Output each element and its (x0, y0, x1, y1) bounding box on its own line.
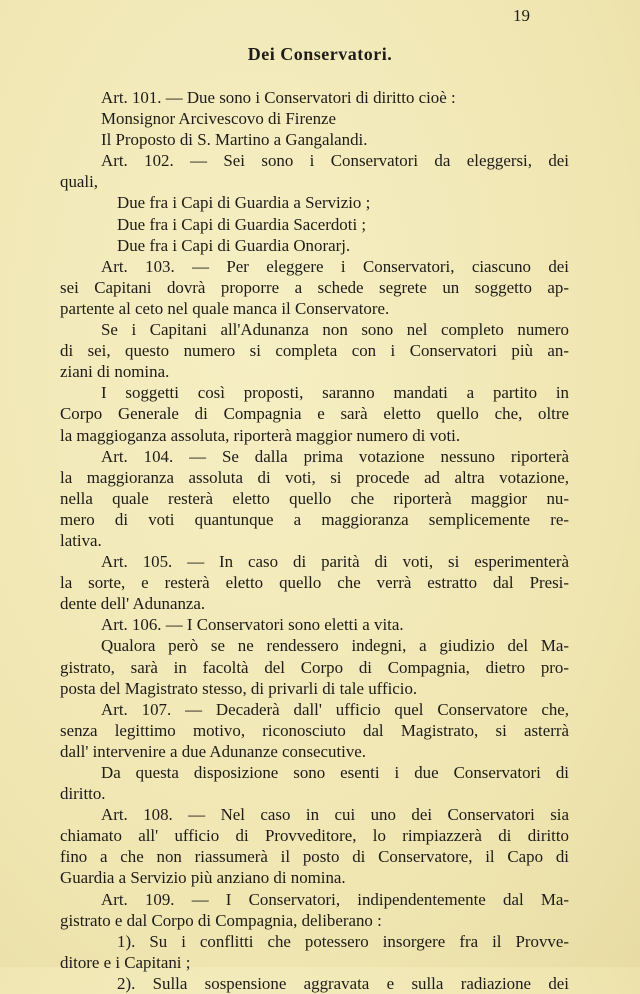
text-line: Due fra i Capi di Guardia a Servizio ; (117, 193, 371, 213)
text-line: di sei, questo numero si completa con i Conservatori più an- (60, 341, 569, 361)
text-line: gistrato e dal Corpo di Compagnia, deliberano : (60, 910, 382, 930)
text-line: Se i Capitani all'Adunanza non sono nel completo numero (101, 320, 569, 340)
text-line: dall' intervenire a due Adunanze consecutive. (60, 741, 367, 761)
body-text (60, 87, 569, 994)
text-line: Art. 104. — Se dalla prima votazione nessuno riporterà (101, 446, 569, 466)
text-line: nella quale resterà eletto quello che riporterà maggior nu- (60, 488, 569, 508)
text-line: Monsignor Arcivescovo di Firenze (101, 109, 337, 129)
text-line: sei Capitani dovrà proporre a schede segrete un soggetto ap- (60, 277, 569, 297)
text-line: Due fra i Capi di Guardia Onorarj. (117, 235, 351, 255)
text-line: Art. 101. — Due sono i Conservatori di diritto cioè : (101, 88, 456, 107)
text-line: la sorte, e resterà eletto quello che verrà estratto dal Presi- (60, 573, 569, 593)
text-line: ziani di nomina. (60, 362, 170, 382)
text-line: dente dell' Adunanza. (60, 594, 206, 614)
text-line: Art. 102. — Sei sono i Conservatori da eleggersi, dei (101, 151, 569, 171)
text-line: mero di voti quantunque a maggioranza semplicemente re- (60, 509, 569, 529)
text-line: Il Proposto di S. Martino a Gangalandi. (101, 130, 368, 150)
text-line: lativa. (60, 530, 102, 550)
text-line: 2). Sulla sospensione aggravata e sulla radiazione dei (117, 973, 569, 993)
text-line: Art. 108. — Nel caso in cui uno dei Conservatori sia (101, 805, 569, 825)
text-line: Corpo Generale di Compagnia e sarà eletto quello che, oltre (60, 404, 569, 424)
text-line: Da questa disposizione sono esenti i due Conservatori di (101, 763, 569, 782)
text-line: ditore e i Capitani ; (60, 952, 191, 972)
section-title: Dei Conservatori. (247, 44, 393, 64)
text-line: la maggioranza assoluta di voti, si procede ad altra votazione, (60, 467, 569, 487)
text-line: Art. 106. — I Conservatori sono eletti a vita. (101, 615, 404, 635)
text-line: Art. 109. — I Conservatori, indipendentemente dal Ma- (101, 889, 569, 909)
text-line: quali, (60, 172, 98, 192)
page-number: 19 (513, 6, 530, 25)
text-line: 1). Su i conflitti che potessero insorgere fra il Provve- (117, 931, 569, 951)
text-line: chiamato all' ufficio di Provveditore, lo rimpiazzerà di diritto (60, 826, 569, 846)
text-line: senza legittimo motivo, riconosciuto dal Magistrato, si asterrà (60, 720, 569, 740)
text-line: Guardia a Servizio più anziano di nomina. (60, 868, 346, 888)
text-line: Art. 107. — Decaderà dall' ufficio quel Conservatore che, (101, 699, 569, 719)
text-line: la maggioganza assoluta, riporterà maggior numero di voti. (60, 425, 461, 445)
text-line: Art. 105. — In caso di parità di voti, si esperimenterà (101, 552, 569, 572)
text-line: Art. 103. — Per eleggere i Conservatori, ciascuno dei (101, 256, 569, 276)
text-line: partente al ceto nel quale manca il Conservatore. (60, 298, 390, 318)
text-line: diritto. (60, 784, 106, 804)
text-line: posta del Magistrato stesso, di privarli di tale ufficio. (60, 678, 418, 698)
text-line: gistrato, sarà in facoltà del Corpo di Compagnia, dietro pro- (60, 657, 569, 677)
text-line: Qualora però se ne rendessero indegni, a giudizio del Ma- (101, 636, 569, 656)
text-line: fino a che non riassumerà il posto di Conservatore, il Capo di (60, 847, 569, 867)
text-line: Due fra i Capi di Guardia Sacerdoti ; (117, 214, 367, 234)
text-line: I soggetti così proposti, saranno mandati a partito in (101, 383, 569, 403)
